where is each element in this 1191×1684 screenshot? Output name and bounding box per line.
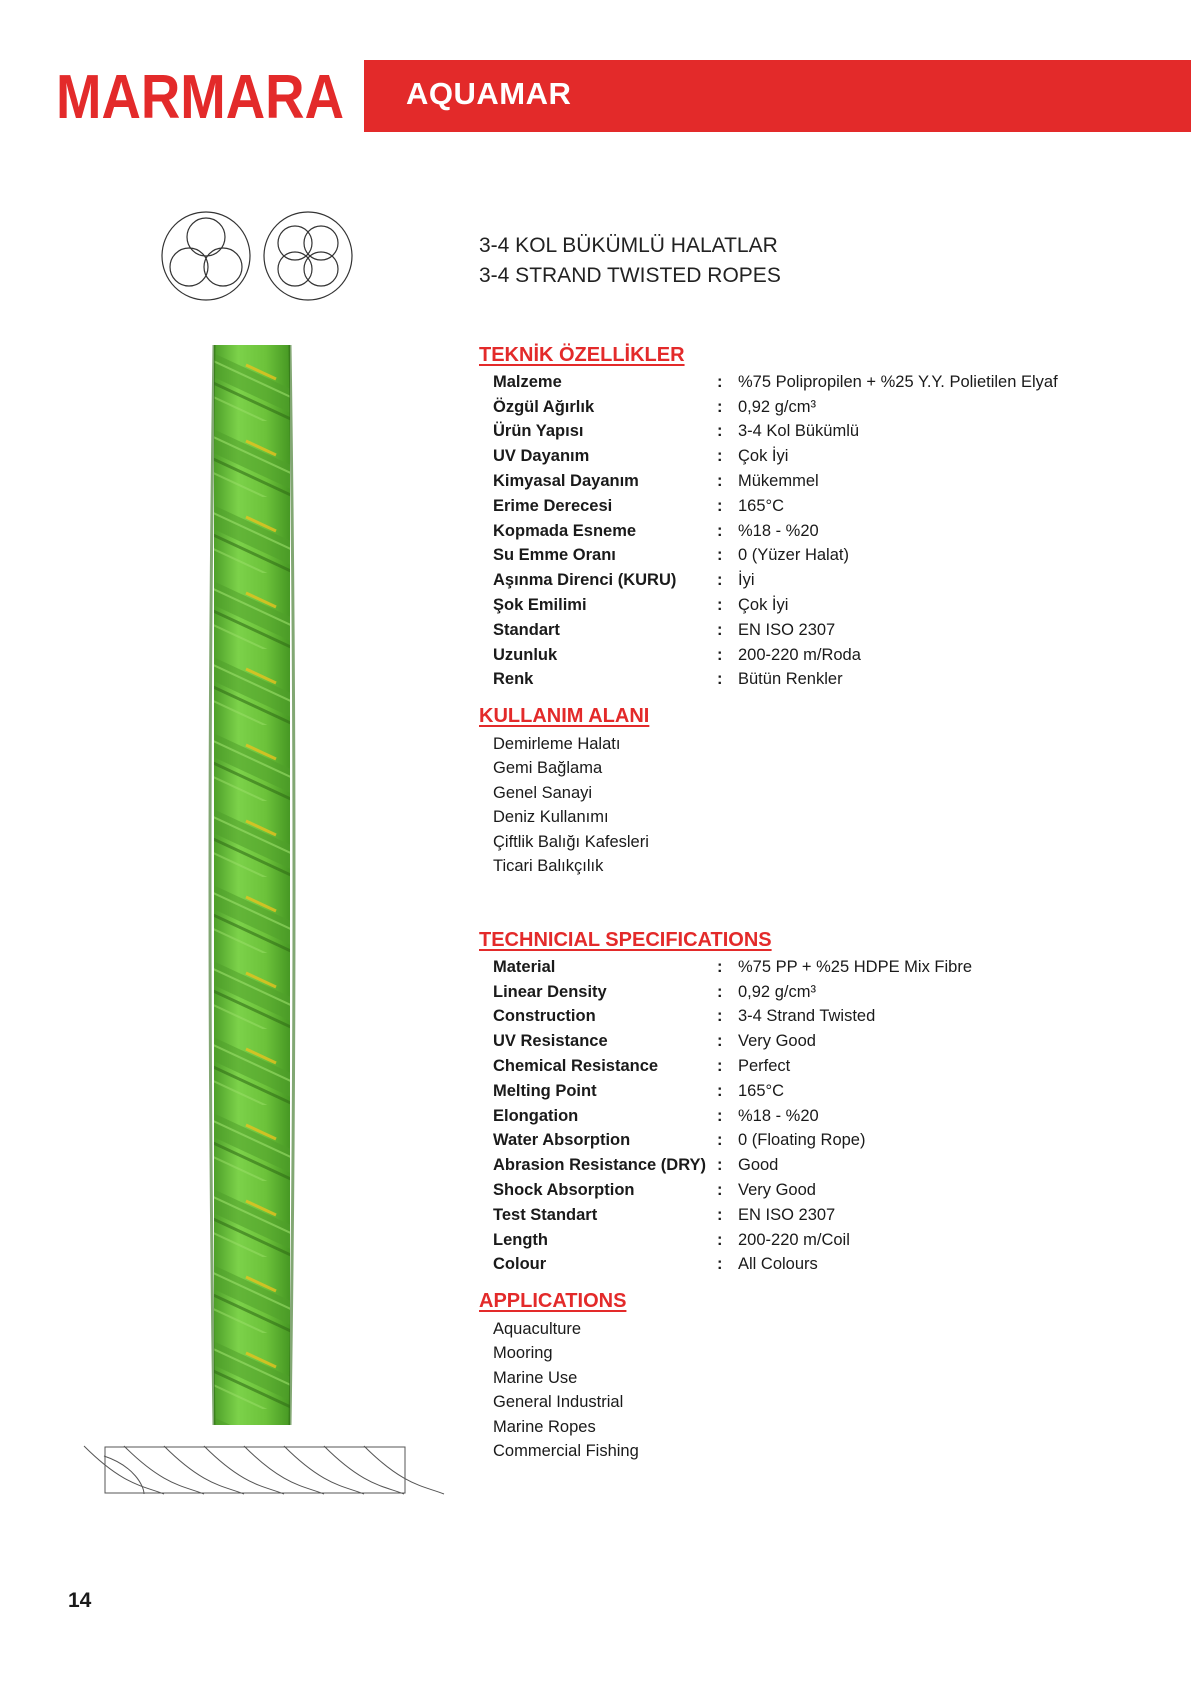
spec-value: Perfect [738, 1057, 791, 1076]
page-number: 14 [68, 1589, 92, 1612]
spec-label: Kopmada Esneme [493, 521, 637, 540]
spec-row: Abrasion Resistance (DRY) : Good [493, 1156, 779, 1175]
spec-label: UV Resistance [493, 1032, 608, 1051]
spec-value: 0,92 g/cm³ [738, 982, 816, 1001]
applications-list [493, 1317, 639, 1463]
spec-row: Malzeme : %75 Polipropilen + %25 Y.Y. Polietilen Elyaf [493, 372, 1058, 391]
spec-value: %18 - %20 [738, 1106, 819, 1125]
spec-row: Elongation : %18 - %20 [493, 1106, 819, 1125]
green-rope-image [206, 345, 298, 1425]
spec-label: UV Dayanım [493, 447, 590, 466]
spec-row: Özgül Ağırlık : 0,92 g/cm³ [493, 397, 816, 416]
spec-row: Shock Absorption : Very Good [493, 1181, 816, 1200]
spec-row: Chemical Resistance : Perfect [493, 1057, 791, 1076]
spec-row: UV Resistance : Very Good [493, 1032, 816, 1051]
three-strand-cross-section-icon [160, 210, 252, 302]
list-item: Çiftlik Balığı Kafesleri [493, 832, 649, 851]
spec-label: Kimyasal Dayanım [493, 472, 639, 491]
spec-row: Kimyasal Dayanım : Mükemmel [493, 472, 819, 491]
spec-row: Su Emme Oranı : 0 (Yüzer Halat) [493, 546, 849, 565]
spec-value: 0 (Floating Rope) [738, 1131, 866, 1150]
spec-value: 165°C [738, 496, 785, 515]
list-item: Marine Use [493, 1368, 578, 1387]
spec-label: Uzunluk [493, 645, 558, 664]
spec-value: 0,92 g/cm³ [738, 397, 816, 416]
heading-tr: 3-4 KOL BÜKÜMLÜ HALATLAR [479, 234, 778, 257]
spec-value: Çok İyi [738, 596, 789, 615]
list-item: General Industrial [493, 1393, 624, 1412]
spec-row: Şok Emilimi : Çok İyi [493, 596, 789, 615]
spec-label: Construction [493, 1007, 596, 1026]
spec-value: EN ISO 2307 [738, 1205, 836, 1224]
teknik-title: TEKNİK ÖZELLİKLER [479, 344, 685, 366]
spec-row: Standart : EN ISO 2307 [493, 620, 836, 639]
spec-label: Material [493, 957, 556, 976]
list-item: Marine Ropes [493, 1417, 596, 1436]
spec-row: Test Standart : EN ISO 2307 [493, 1205, 836, 1224]
logo-text: MARMARA [56, 63, 344, 132]
spec-value: Good [738, 1156, 779, 1175]
list-item: Mooring [493, 1344, 553, 1363]
spec-row: Ürün Yapısı : 3-4 Kol Bükümlü [493, 422, 860, 441]
spec-value: 165°C [738, 1081, 785, 1100]
spec-label: Su Emme Oranı [493, 546, 616, 565]
list-item: Gemi Bağlama [493, 759, 603, 778]
spec-row: Colour : All Colours [493, 1255, 818, 1274]
spec-value: 0 (Yüzer Halat) [738, 546, 849, 565]
spec-label: Water Absorption [493, 1131, 631, 1150]
kullanim-title: KULLANIM ALANI [479, 705, 650, 727]
spec-label: Renk [493, 670, 534, 689]
spec-value: 3-4 Strand Twisted [738, 1007, 876, 1026]
list-item: Deniz Kullanımı [493, 808, 609, 827]
spec-value: EN ISO 2307 [738, 620, 836, 639]
spec-value: Mükemmel [738, 472, 819, 491]
spec-value: 200-220 m/Roda [738, 645, 861, 664]
spec-value: Very Good [738, 1032, 816, 1051]
marmara-logo [56, 63, 346, 132]
spec-row: Linear Density : 0,92 g/cm³ [493, 982, 816, 1001]
spec-value: İyi [738, 571, 755, 590]
spec-label: Elongation [493, 1106, 579, 1125]
list-item: Aquaculture [493, 1320, 582, 1338]
header-band [364, 60, 1191, 132]
spec-row: Water Absorption : 0 (Floating Rope) [493, 1131, 866, 1150]
spec-label: Özgül Ağırlık [493, 397, 595, 416]
spec-row: Length : 200-220 m/Coil [493, 1230, 850, 1249]
spec-row: Material : %75 PP + %25 HDPE Mix Fibre [493, 957, 972, 976]
spec-value: Very Good [738, 1181, 816, 1200]
spec-label: Test Standart [493, 1205, 598, 1224]
spec-value: Bütün Renkler [738, 670, 843, 689]
list-item: Demirleme Halatı [493, 735, 621, 753]
rope-twist-diagram-icon [104, 1446, 406, 1494]
spec-value: %75 PP + %25 HDPE Mix Fibre [738, 957, 972, 976]
spec-label: Abrasion Resistance (DRY) [493, 1156, 707, 1175]
four-strand-cross-section-icon [262, 210, 354, 302]
spec-label: Shock Absorption [493, 1181, 635, 1200]
list-item: Ticari Balıkçılık [493, 856, 604, 875]
spec-row: Aşınma Direnci (KURU) : İyi [493, 571, 755, 590]
spec-label: Erime Derecesi [493, 496, 613, 515]
applications-title: APPLICATIONS [479, 1290, 627, 1312]
spec-label: Standart [493, 620, 560, 639]
heading-en: 3-4 STRAND TWISTED ROPES [479, 264, 781, 287]
spec-row: Melting Point : 165°C [493, 1081, 785, 1100]
spec-label: Linear Density [493, 982, 607, 1001]
spec-value: 3-4 Kol Bükümlü [738, 422, 860, 441]
spec-row: UV Dayanım : Çok İyi [493, 447, 789, 466]
spec-label: Malzeme [493, 372, 562, 391]
spec-value: 200-220 m/Coil [738, 1230, 850, 1249]
spec-label: Melting Point [493, 1081, 597, 1100]
spec-value: All Colours [738, 1255, 818, 1274]
spec-value: %18 - %20 [738, 521, 819, 540]
spec-label: Aşınma Direnci (KURU) [493, 571, 677, 590]
spec-row: Kopmada Esneme : %18 - %20 [493, 521, 819, 540]
teknik-spec-list [493, 370, 1133, 692]
spec-label: Ürün Yapısı [493, 422, 584, 441]
spec-label: Chemical Resistance [493, 1057, 659, 1076]
spec-label: Colour [493, 1255, 547, 1274]
technical-spec-list [493, 955, 1133, 1277]
spec-label: Length [493, 1230, 548, 1249]
kullanim-list [493, 732, 649, 878]
spec-label: Şok Emilimi [493, 596, 587, 615]
product-title: AQUAMAR [406, 76, 572, 111]
spec-row: Erime Derecesi : 165°C [493, 496, 785, 515]
spec-value: Çok İyi [738, 447, 789, 466]
list-item: Genel Sanayi [493, 783, 593, 802]
list-item: Commercial Fishing [493, 1441, 639, 1460]
technical-title: TECHNICIAL SPECIFICATIONS [479, 929, 772, 951]
spec-value: %75 Polipropilen + %25 Y.Y. Polietilen Elyaf [738, 372, 1058, 391]
spec-row: Construction : 3-4 Strand Twisted [493, 1007, 876, 1026]
spec-row: Renk : Bütün Renkler [493, 670, 843, 689]
spec-row: Uzunluk : 200-220 m/Roda [493, 645, 861, 664]
